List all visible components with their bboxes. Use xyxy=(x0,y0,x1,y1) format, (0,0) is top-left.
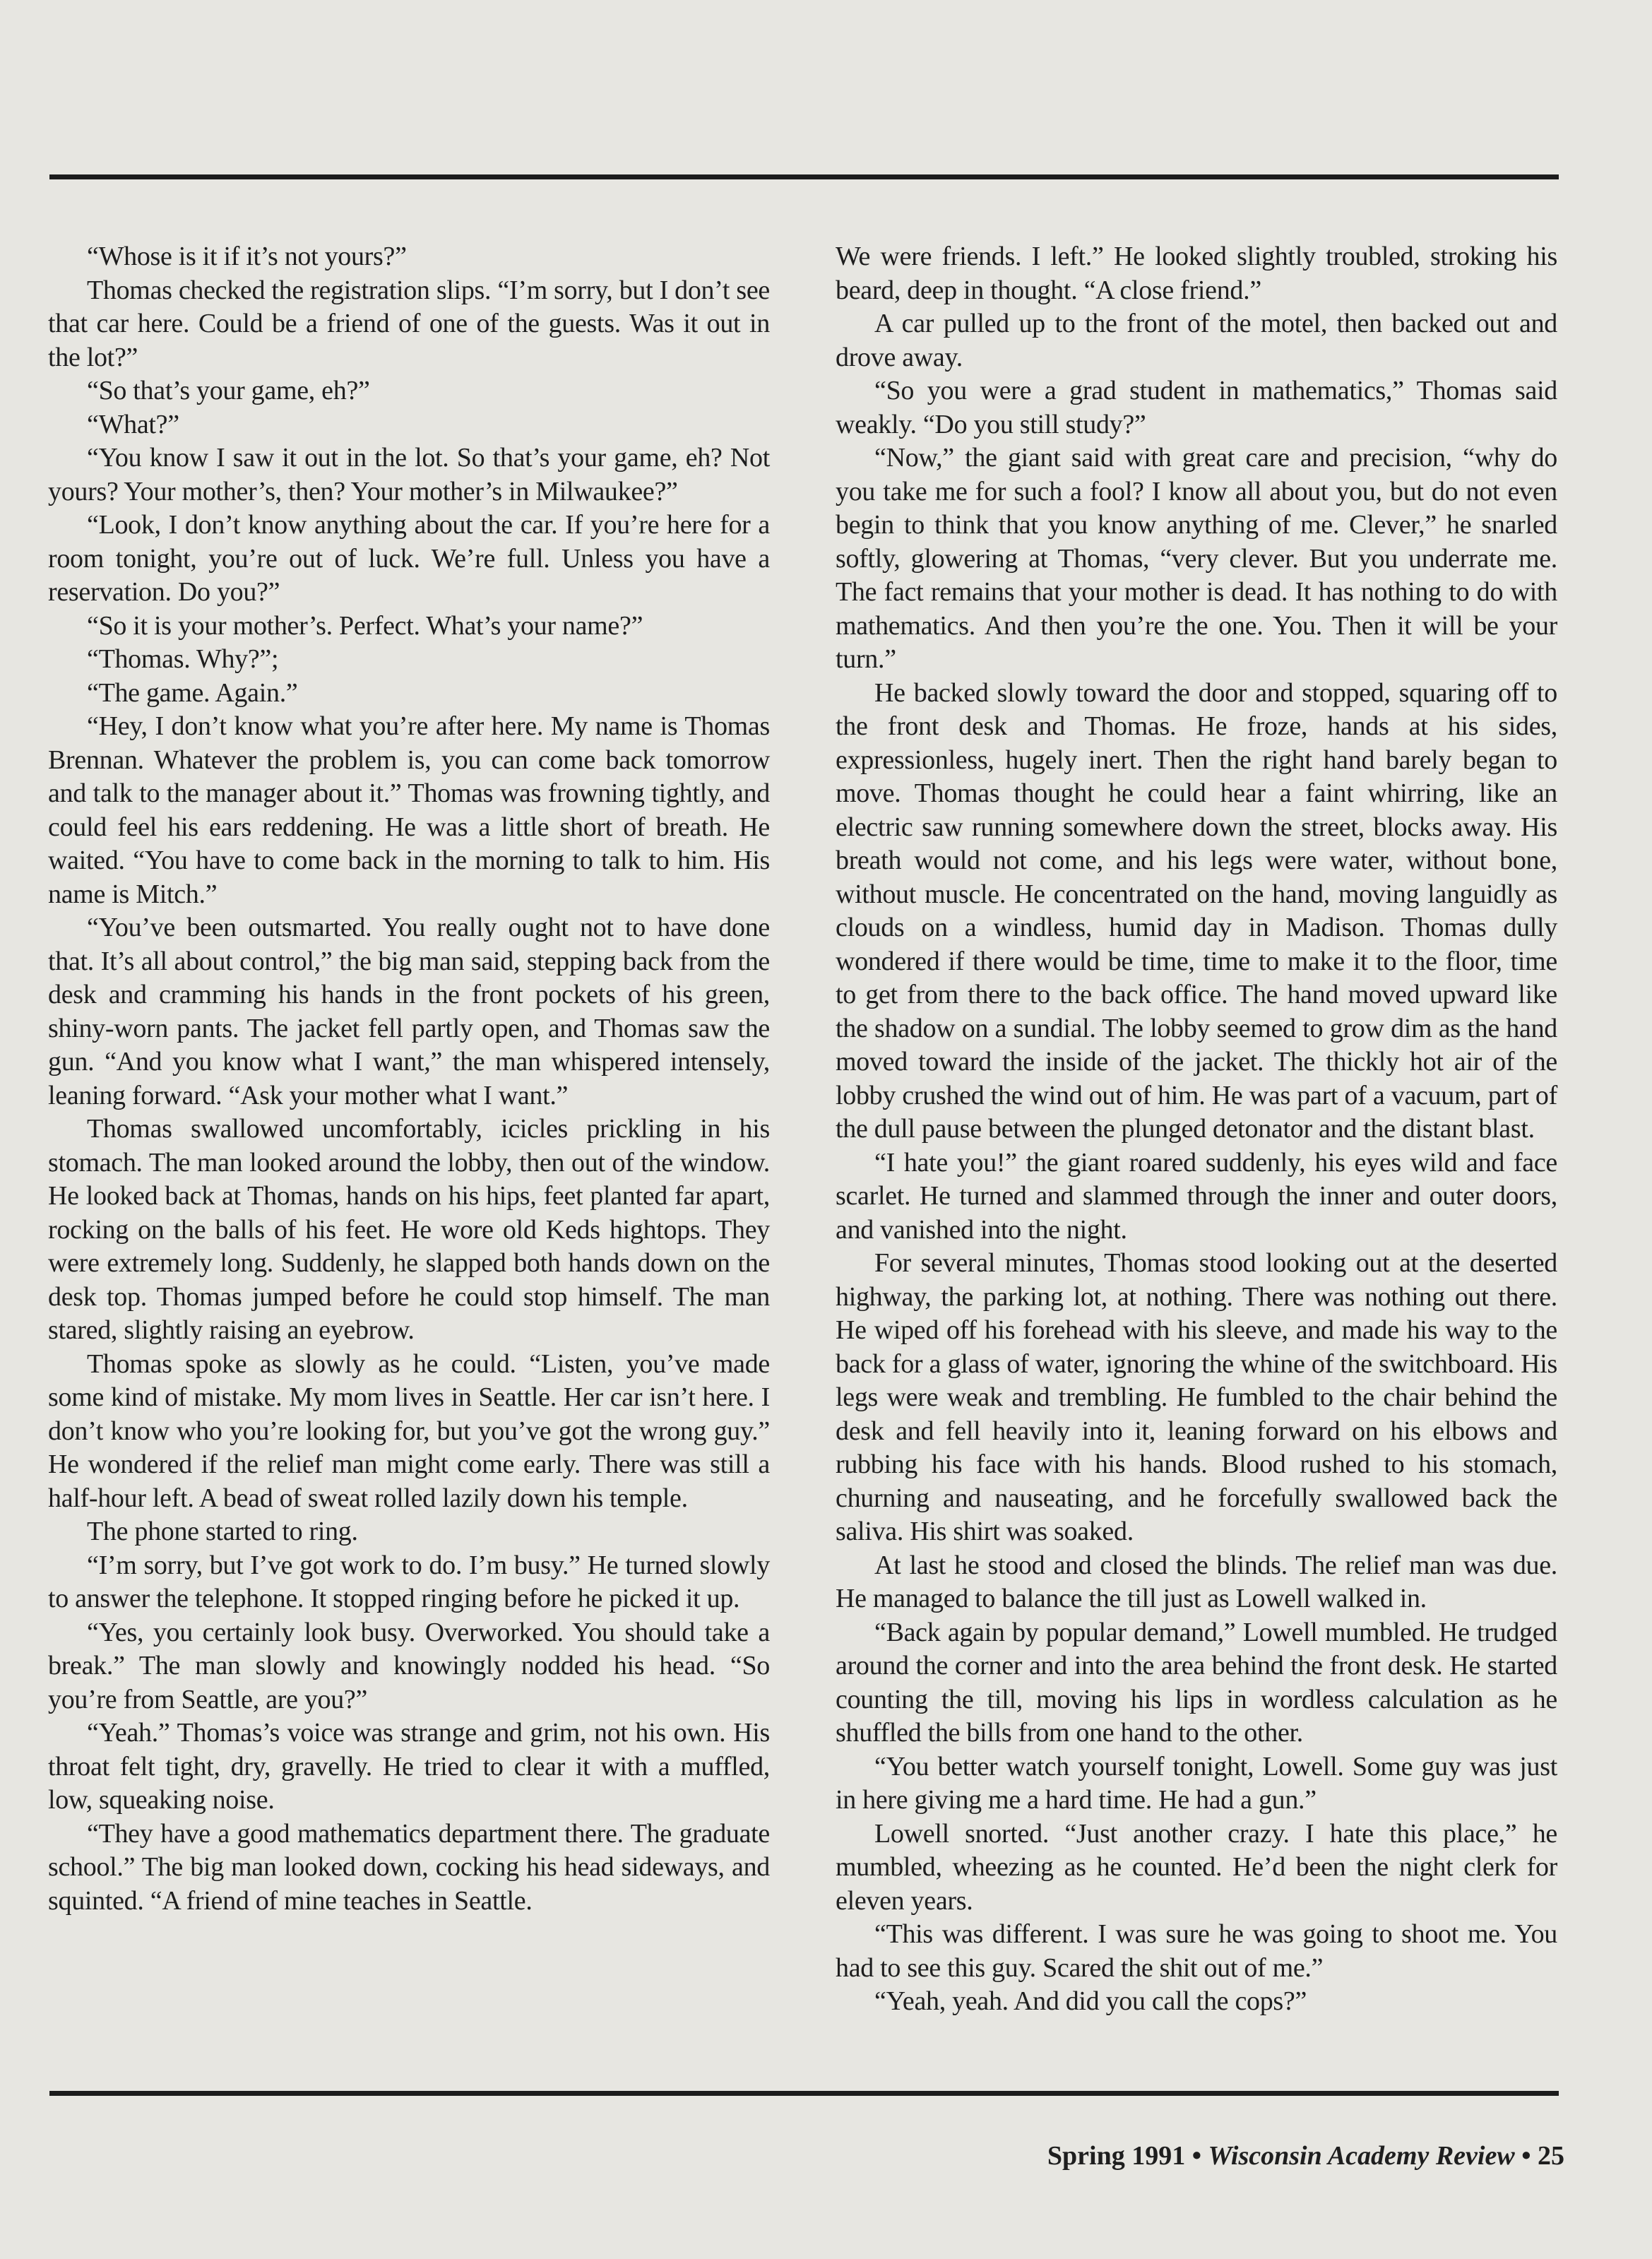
left-column xyxy=(48,240,770,1918)
paragraph: For several minutes, Thomas stood looking out at the deserted highway, the parking lot, at nothing. There was nothing out there. He wiped off his forehead with his sleeve, and made his way to the back for a glass of water, ignoring the whine of the switchboard. His legs were weak and trembling. He fumbled to the chair behind the desk and fell heavily into it, leaning forward on his elbows and rubbing his face with his hands. Blood rushed to his stomach, churning and nauseating, and he forcefully swallowed back the saliva. His shirt was soaked. xyxy=(836,1248,1557,1546)
paragraph: “I’m sorry, but I’ve got work to do. I’m busy.” He turned slowly to answer the telephone. It stopped ringing before he picked it up. xyxy=(48,1550,770,1613)
paragraph: “What?” xyxy=(87,409,179,439)
paragraph: “You know I saw it out in the lot. So that’s your game, eh? Not yours? Your mother’s, then? Your mother’s in Milwaukee?” xyxy=(48,443,770,506)
paragraph: “So it is your mother’s. Perfect. What’s your name?” xyxy=(87,610,643,641)
paragraph: He backed slowly toward the door and stopped, squaring off to the front desk and Thomas. He froze, hands at his sides, expressionless, hugely inert. Then the right hand barely began to move. Thomas thought he could hear a faint whirring, like an electric saw running somewhere down the street, blocks away. His breath would not come, and his legs were water, without bone, without muscle. He concentrated on the hand, moving languidly as clouds on a windless, humid day in Madison. Thomas dully wondered if there would be time, time to make it to the floor, time to get from there to the back office. The hand moved upward like the shadow on a sundial. The lobby seemed to grow dim as the hand moved toward the inside of the jacket. The thickly hot air of the lobby crushed the wind out of him. He was part of a vacuum, part of the dull pause between the plunged detonator and the distant blast. xyxy=(836,677,1557,1144)
paragraph: “So that’s your game, eh?” xyxy=(87,376,370,405)
footer-journal-title: Wisconsin Academy Review xyxy=(1208,2141,1515,2171)
paragraph: “You’ve been outsmarted. You really ought not to have done that. It’s all about control,” the big man said, stepping back from the desk and cramming his hands in the front pockets of his green, shiny-worn pants. The jacket fell partly open, and Thomas saw the gun. “And you know what I want,” the man whispered intensely, leaning forward. “Ask your mother what I want.” xyxy=(48,913,770,1110)
paragraph: “Whose is it if it’s not yours?” xyxy=(87,242,407,271)
paragraph: The phone started to ring. xyxy=(87,1517,358,1546)
page-footer xyxy=(1047,2140,1564,2171)
paragraph: Thomas checked the registration slips. “I’m sorry, but I don’t see that car here. Could be a friend of one of the guests. Was it out in the lot?” xyxy=(48,275,770,372)
paragraph: A car pulled up to the front of the motel, then backed out and drove away. xyxy=(836,309,1557,372)
paragraph: “Back again by popular demand,” Lowell mumbled. He trudged around the corner and into the area behind the front desk. He started counting the till, moving his lips in wordless calculation as he shuffled the bills from one hand to the other. xyxy=(836,1617,1557,1748)
paragraph: “Look, I don’t know anything about the car. If you’re here for a room tonight, you’re out of luck. We’re full. Unless you have a reservation. Do you?” xyxy=(48,510,770,607)
bottom-rule xyxy=(49,2091,1559,2096)
paragraph: “Yeah, yeah. And did you call the cops?” xyxy=(874,1986,1307,2016)
top-rule xyxy=(49,174,1559,179)
footer-season: Spring 1991 xyxy=(1047,2141,1186,2171)
paragraph: Thomas swallowed uncomfortably, icicles prickling in his stomach. The man looked around the lobby, then out of the window. He looked back at Thomas, hands on his hips, feet planted far apart, rocking on the balls of his feet. He wore old Keds hightops. They were extremely long. Suddenly, he slapped both hands down on the desk top. Thomas jumped before he could stop himself. The man stared, slightly raising an eyebrow. xyxy=(48,1114,770,1345)
page-number: 25 xyxy=(1538,2141,1564,2171)
paragraph-continuation: We were friends. I left.” He looked slightly troubled, stroking his beard, deep in thought. “A close friend.” xyxy=(836,242,1557,305)
paragraph: Thomas spoke as slowly as he could. “Listen, you’ve made some kind of mistake. My mom lives in Seattle. Her car isn’t here. I don’t know who you’re looking for, but you’ve got the wrong guy.” He wondered if the relief man might come early. There was still a half-hour left. A bead of sweat rolled lazily down his temple. xyxy=(48,1348,770,1513)
paragraph: “They have a good mathematics department there. The graduate school.” The big man looked down, cocking his head sideways, and squinted. “A friend of mine teaches in Seattle. xyxy=(48,1818,770,1916)
footer-separator: • xyxy=(1192,2141,1202,2171)
footer-separator: • xyxy=(1521,2141,1531,2171)
right-column xyxy=(836,240,1557,2019)
paragraph: “Thomas. Why?”; xyxy=(87,644,279,674)
paragraph: “Now,” the giant said with great care and precision, “why do you take me for such a fool? I know all about you, but do not even begin to think that you know anything of me. Clever,” he snarled softly, glowering at Thomas, “very clever. But you underrate me. The fact remains that your mother is dead. It has nothing to do with mathematics. And then you’re the one. You. Then it will be your turn.” xyxy=(836,443,1557,674)
paragraph: “Yes, you certainly look busy. Overworked. You should take a break.” The man slowly and knowingly nodded his head. “So you’re from Seattle, are you?” xyxy=(48,1617,770,1714)
paragraph: “You better watch yourself tonight, Lowell. Some guy was just in here giving me a hard time. He had a gun.” xyxy=(836,1751,1557,1815)
paragraph: “I hate you!” the giant roared suddenly, his eyes wild and face scarlet. He turned and slammed through the inner and outer doors, and vanished into the night. xyxy=(836,1147,1557,1245)
paragraph: “The game. Again.” xyxy=(87,677,298,708)
paragraph: At last he stood and closed the blinds. The relief man was due. He managed to balance the till just as Lowell walked in. xyxy=(836,1550,1557,1613)
paragraph: Lowell snorted. “Just another crazy. I hate this place,” he mumbled, wheezing as he counted. He’d been the night clerk for eleven years. xyxy=(836,1818,1557,1916)
paragraph: “Yeah.” Thomas’s voice was strange and grim, not his own. His throat felt tight, dry, gravelly. He tried to clear it with a muffled, low, squeaking noise. xyxy=(48,1718,770,1815)
paragraph: “Hey, I don’t know what you’re after here. My name is Thomas Brennan. Whatever the problem is, you can come back tomorrow and talk to the manager about it.” Thomas was frowning tightly, and could feel his ears reddening. He was a little short of breath. He waited. “You have to come back in the morning to talk to him. His name is Mitch.” xyxy=(48,711,770,909)
paragraph: “This was different. I was sure he was going to shoot me. You had to see this guy. Scared the shit out of me.” xyxy=(836,1919,1557,1983)
paragraph: “So you were a grad student in mathematics,” Thomas said weakly. “Do you still study?” xyxy=(836,376,1557,439)
